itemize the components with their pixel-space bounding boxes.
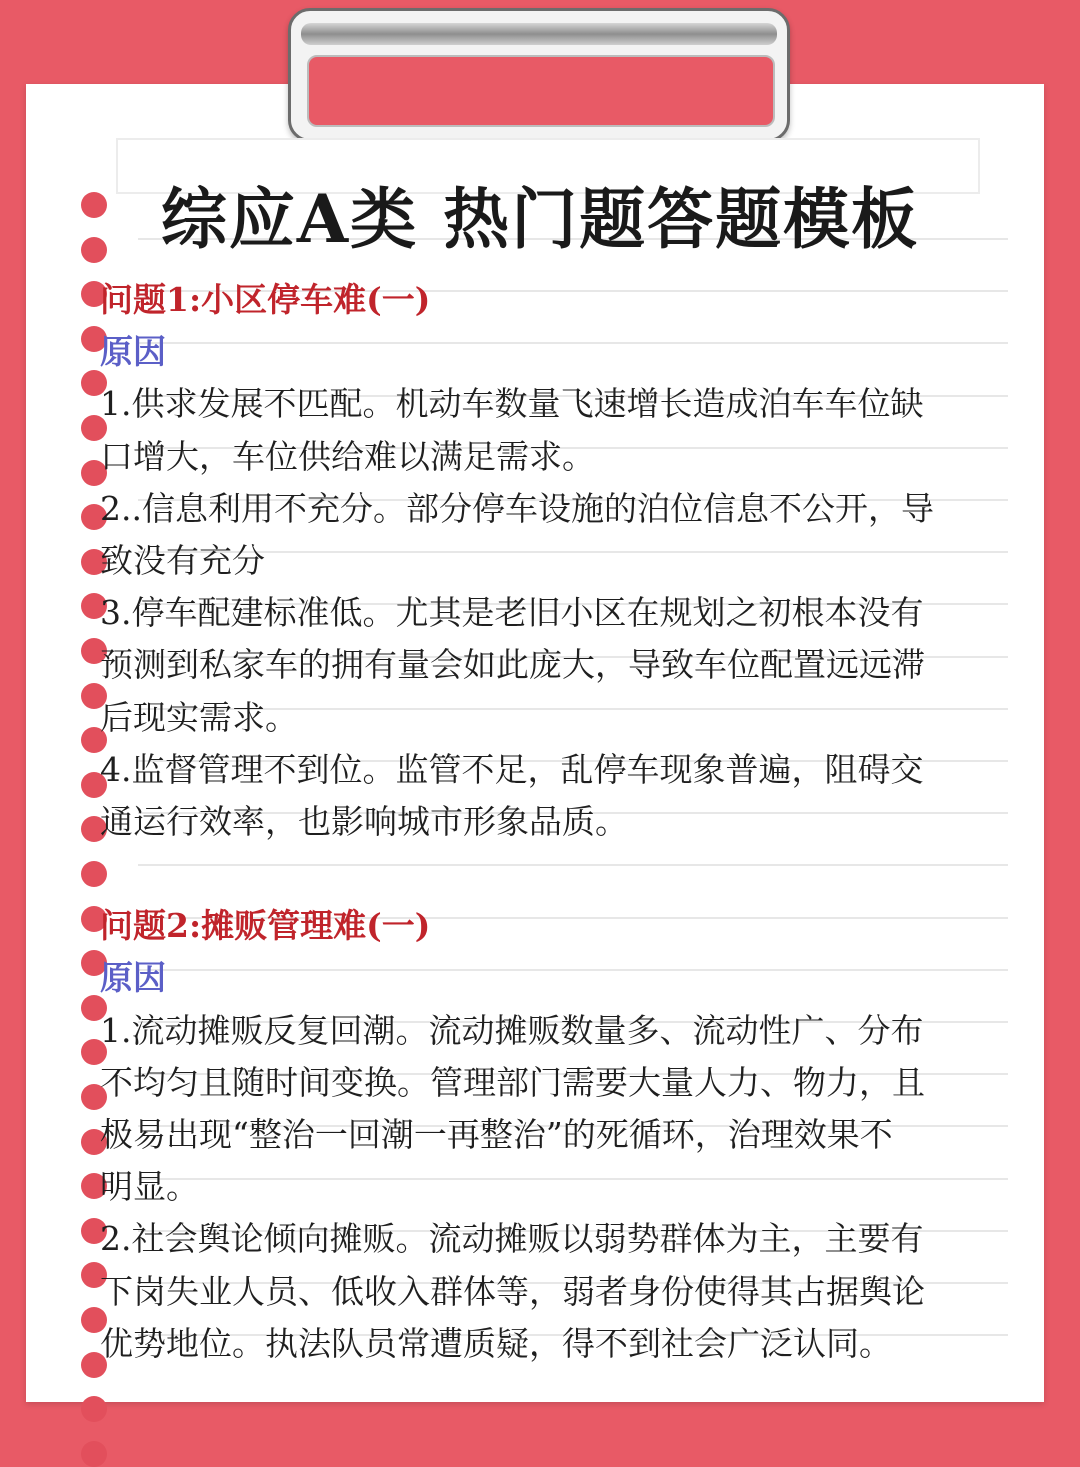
section-2 [100, 900, 1000, 1370]
body-line: 下岗失业人员、低收入群体等，弱者身份使得其占据舆论 [100, 1271, 925, 1311]
reason-label: 原因 [100, 958, 166, 998]
question-heading: 问题2:摊贩管理难(一) [100, 906, 431, 946]
body-line: 致没有充分 [100, 540, 265, 580]
body-line: 预测到私家车的拥有量会如此庞大，导致车位配置远远滞 [100, 645, 925, 685]
content-area [100, 274, 1000, 1370]
section-gap [100, 848, 1000, 900]
section-1 [100, 274, 1000, 848]
page-title: 综应A类 热门题答题模板 [160, 180, 920, 258]
body-line: 1.供求发展不匹配。机动车数量飞速增长造成泊车车位缺 [100, 384, 924, 424]
clipboard-clip-icon [288, 8, 790, 142]
binder-hole-icon [81, 1396, 107, 1422]
body-line: 明显。 [100, 1167, 199, 1207]
body-line: 后现实需求。 [100, 697, 298, 737]
binder-hole-icon [81, 1441, 107, 1467]
body-line: 2..信息利用不充分。部分停车设施的泊位信息不公开，导 [100, 488, 934, 528]
body-line: 不均匀且随时间变换。管理部门需要大量人力、物力，且 [100, 1062, 925, 1102]
body-line: 通运行效率，也影响城市形象品质。 [100, 801, 628, 841]
body-line: 3.停车配建标准低。尤其是老旧小区在规划之初根本没有 [100, 593, 924, 633]
clip-window [307, 55, 775, 127]
body-line: 2.社会舆论倾向摊贩。流动摊贩以弱势群体为主，主要有 [100, 1219, 924, 1259]
body-line: 优势地位。执法队员常遭质疑，得不到社会广泛认同。 [100, 1323, 892, 1363]
question-heading: 问题1:小区停车难(一) [100, 280, 431, 319]
reason-label: 原因 [100, 332, 166, 372]
clip-bar [301, 23, 777, 45]
body-line: 极易出现“整治一回潮一再整治”的死循环，治理效果不 [100, 1115, 893, 1154]
body-line: 1.流动摊贩反复回潮。流动摊贩数量多、流动性广、分布 [100, 1010, 924, 1050]
body-line: 4.监督管理不到位。监管不足，乱停车现象普遍，阻碍交 [100, 749, 924, 789]
body-line: 口增大，车位供给难以满足需求。 [100, 436, 595, 476]
